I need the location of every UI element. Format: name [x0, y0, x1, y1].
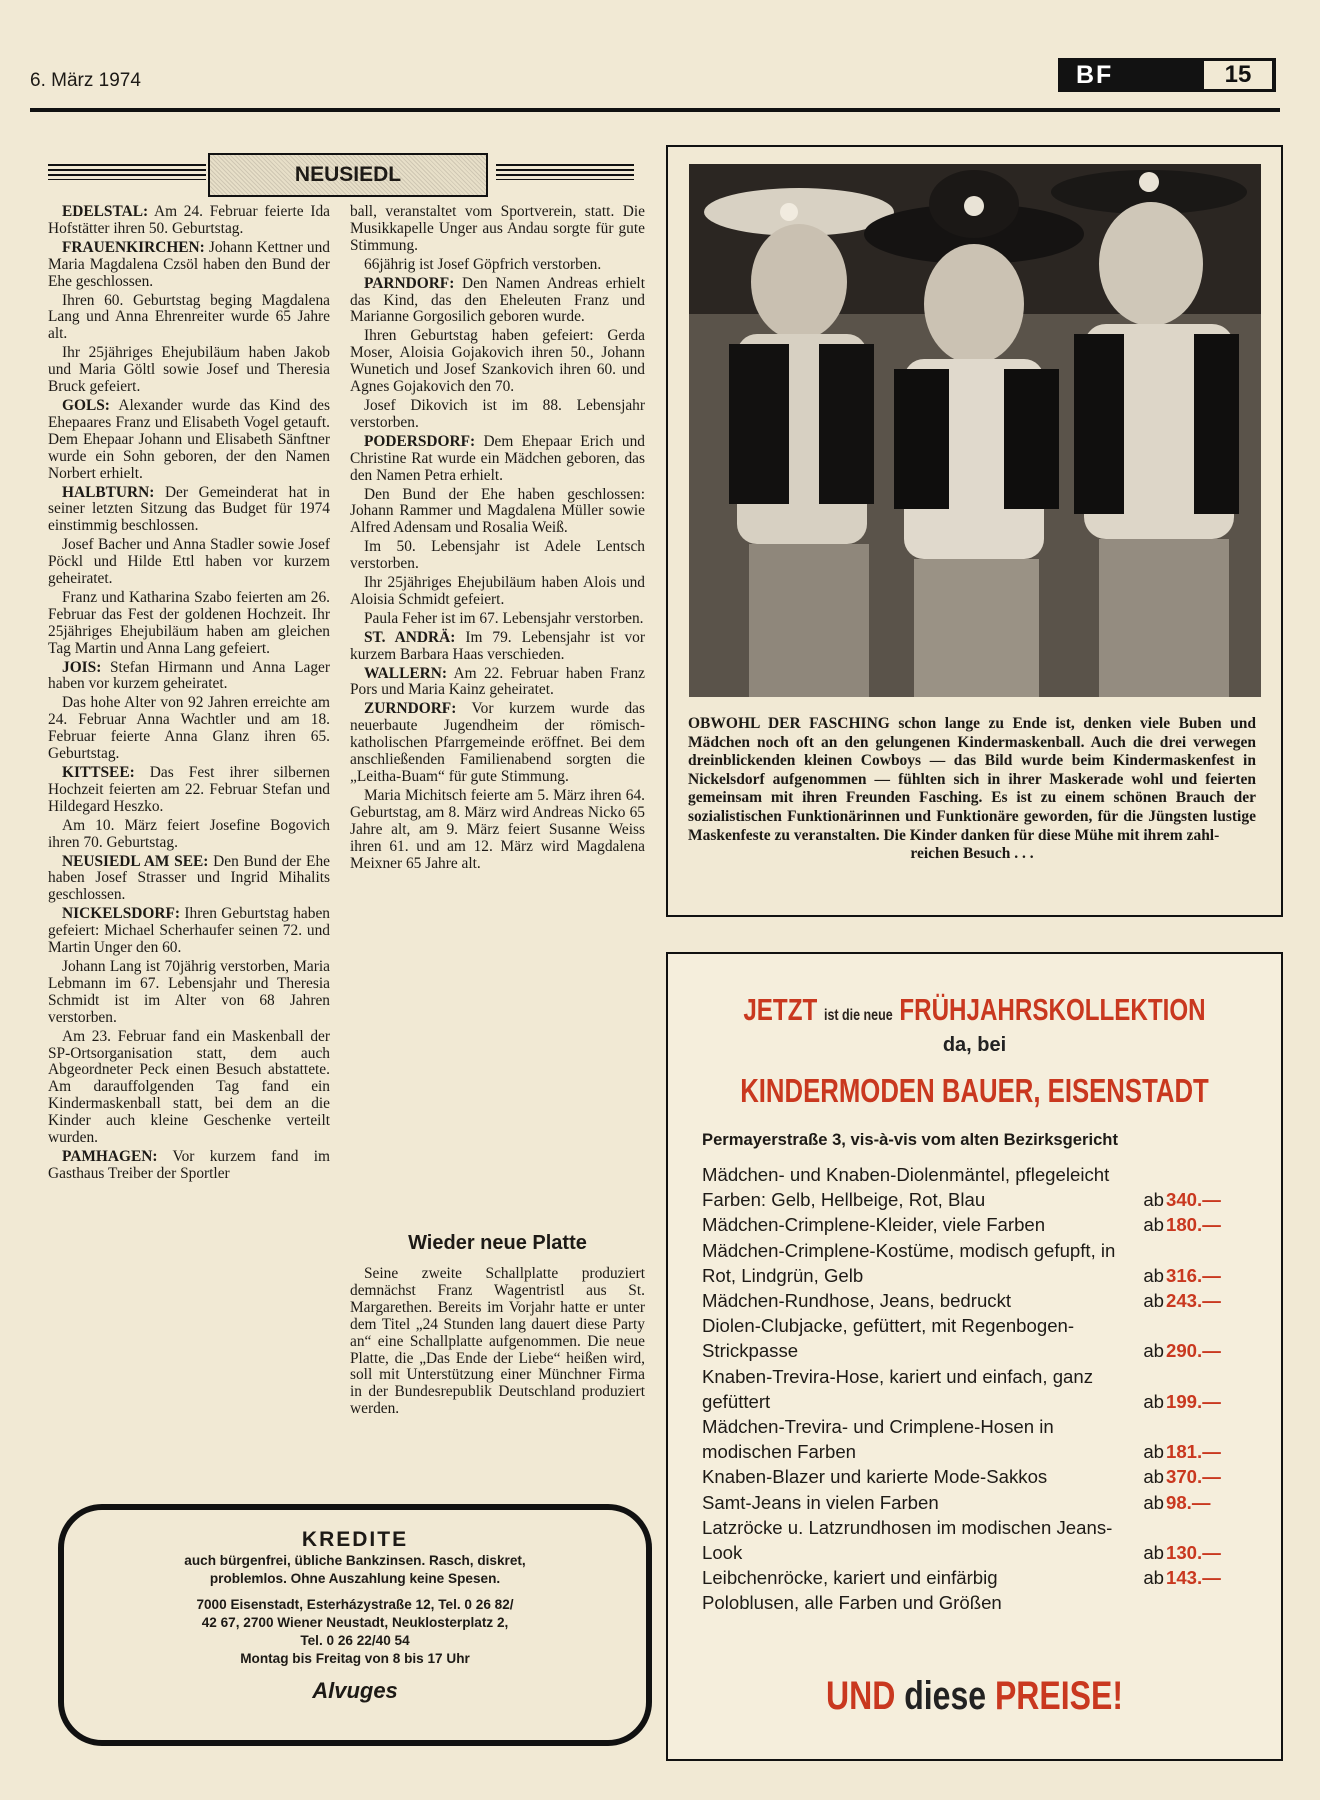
price-list-item — [702, 1364, 1256, 1414]
paragraph-text: Am 24. Februar feierte Ida Hofstätter ihren 50. Geburtstag. — [48, 203, 330, 237]
news-paragraph — [350, 575, 645, 609]
paragraph-text: Dem Ehepaar Erich und Christine Rat wurde ein Mädchen geboren, das den Namen Petra erhielt. — [350, 432, 645, 484]
place-name: WALLERN: — [364, 664, 447, 682]
item-price: 340.— — [1166, 1189, 1221, 1211]
news-paragraph — [350, 611, 645, 628]
ad-headline — [735, 992, 1213, 1028]
star-badge-icon — [780, 203, 798, 221]
place-name: PAMHAGEN: — [62, 1147, 158, 1165]
news-paragraph — [48, 293, 330, 344]
credit-ad-line: auch bürgenfrei, übliche Bankzinsen. Rasch, diskret, — [184, 1553, 526, 1568]
place-name: EDELSTAL: — [62, 203, 149, 220]
item-description: Mädchen- und Knaben-Diolenmäntel, pflegeleicht — [702, 1164, 1110, 1185]
place-name: FRAUENKIRCHEN: — [62, 238, 205, 256]
paragraph-text: Vor kurzem fand im Gasthaus Treiber der Sportler — [48, 1147, 330, 1182]
news-paragraph — [350, 701, 645, 786]
place-name: JOIS: — [62, 658, 102, 676]
star-badge-icon — [1139, 172, 1159, 192]
paragraph-text: Im 50. Lebensjahr ist Adele Lentsch verstorben. — [350, 538, 645, 573]
paragraph-text: Franz und Katharina Szabo feierten am 26. Februar das Fest der goldenen Hochzeit. Ihr 25jähriges Ehejubiläum haben am gleichen Tag Martin und Anna Lang gefeiert. — [48, 588, 330, 657]
news-paragraph — [350, 666, 645, 700]
paragraph-text: ball, veranstaltet vom Sportverein, statt. Die Musikkapelle Unger aus Andau sorgte für gute Stimmung. — [350, 203, 645, 254]
news-paragraph — [48, 1149, 330, 1183]
newspaper-logo — [1058, 58, 1276, 92]
ad-footer-and: UND — [825, 1674, 896, 1718]
item-description: Samt-Jeans in vielen Farben — [702, 1491, 939, 1513]
news-paragraph — [350, 276, 645, 327]
item-price: 130.— — [1166, 1542, 1221, 1564]
item-from-label: ab — [1143, 1542, 1164, 1564]
news-paragraph — [48, 590, 330, 658]
credit-ad-line: 7000 Eisenstadt, Esterházystraße 12, Tel. 0 26 82/ — [196, 1597, 514, 1612]
caption-last-line: reichen Besuch . . . — [910, 845, 1034, 863]
paragraph-text: Johann Kettner und Maria Magdalena Czsöl haben den Bund der Ehe geschlossen. — [48, 238, 330, 290]
ad-footer — [729, 1674, 1219, 1719]
item-from-label: ab — [1143, 1390, 1164, 1412]
item-price: 199.— — [1166, 1390, 1221, 1412]
item-from-label: ab — [1143, 1567, 1164, 1589]
ad-subhead: da, bei — [942, 1034, 1007, 1056]
credit-advertisement — [58, 1504, 652, 1746]
news-paragraph — [350, 788, 645, 873]
place-name: NICKELSDORF: — [62, 905, 181, 923]
paragraph-text: Am 23. Februar fand ein Maskenball der SP-Ortsorganisation statt, dem auch Abgeordneter Peck einen Besuch abstattete. Am darauffolgenden Tag fand ein Kindermaskenball statt, bei dem an die Kinder auch kleine Geschenke verteilt wurden. — [48, 1027, 330, 1147]
price-list-item — [702, 1590, 1256, 1615]
item-description: Diolen-Clubjacke, gefüttert, mit Regenbogen-Strickpasse — [702, 1315, 1075, 1362]
credit-ad-lines — [64, 1552, 646, 1668]
item-from-label: ab — [1143, 1264, 1164, 1286]
paragraph-text: Stefan Hirmann und Anna Lager haben vor kurzem geheiratet. — [48, 658, 330, 693]
news-paragraph — [48, 345, 330, 396]
news-paragraph — [350, 204, 645, 255]
credit-ad-title: KREDITE — [301, 1528, 409, 1551]
item-from-label: ab — [1143, 1340, 1164, 1362]
paragraph-text: 66jährig ist Josef Göpfrich verstorben. — [364, 255, 602, 273]
place-name: GOLS: — [62, 396, 110, 414]
page-number: 15 — [1204, 61, 1272, 89]
news-paragraph — [48, 537, 330, 588]
item-from-label: ab — [1143, 1214, 1164, 1236]
header-rule — [30, 108, 1280, 112]
item-description: Knaben-Blazer und karierte Mode-Sakkos — [702, 1466, 1048, 1488]
ad-headline-now: JETZT — [743, 992, 818, 1027]
news-paragraph — [350, 487, 645, 538]
news-paragraph — [48, 818, 330, 852]
paragraph-text: Am 10. März feiert Josefine Bogovich ihren 70. Geburtstag. — [48, 816, 330, 851]
paragraph-text: Das Fest ihrer silbernen Hochzeit feierten am 22. Februar Stefan und Hildegard Heszko. — [48, 764, 330, 815]
paragraph-text: Das hohe Alter von 92 Jahren erreichte am 24. Februar Anna Wachtler und am 18. Februar feierte Anna Glanz ihren 65. Geburtstag. — [48, 694, 330, 763]
cowboys-photo — [689, 164, 1261, 697]
news-paragraph — [350, 434, 645, 485]
paragraph-text: Der Gemeinderat hat in seiner letzten Sitzung das Budget für 1974 einstimmig beschlossen. — [48, 483, 330, 535]
news-paragraph — [48, 398, 330, 483]
item-from-label: ab — [1143, 1441, 1164, 1463]
article-body — [350, 1266, 645, 1420]
paragraph-text: Vor kurzem wurde das neuerbaute Jugendheim der römisch-katholischen Pfarrgemeinde eröffnet. Bei dem anschließenden Familienabend sorgten die „Leitha-Buam“ für gute Stimmung. — [350, 700, 645, 785]
paragraph-text: Am 22. Februar haben Franz Pors und Maria Kainz geheiratet. — [350, 664, 646, 699]
news-paragraph — [48, 1029, 330, 1147]
ad-footer-prices: PREISE! — [994, 1674, 1123, 1718]
paragraph-text: Josef Bacher und Anna Stadler sowie Josef Pöckl und Hilde Ettl haben vor kurzem geheiratet. — [48, 536, 330, 588]
news-paragraph — [48, 695, 330, 763]
news-paragraph — [48, 765, 330, 816]
news-paragraph — [48, 854, 330, 905]
price-list-item — [702, 1313, 1256, 1363]
place-name: NEUSIEDL AM SEE: — [62, 852, 209, 870]
news-paragraph — [350, 257, 645, 274]
paragraph-text: Den Bund der Ehe haben Josef Strasser und Ingrid Mihalits geschlossen. — [48, 852, 330, 904]
section-stripes-right — [496, 164, 634, 180]
ad-address: Permayerstraße 3, vis-à-vis vom alten Bezirksgericht — [702, 1130, 1118, 1149]
news-paragraph — [350, 630, 645, 664]
paragraph-text: Den Bund der Ehe haben geschlossen: Johann Rammer und Magdalena Müller sowie Alfred Adensam und Rosalia Weiß. — [350, 485, 645, 537]
item-from-label: ab — [1143, 1189, 1164, 1211]
item-description: Mädchen-Rundhose, Jeans, bedruckt — [702, 1290, 1012, 1312]
paragraph-text: Den Namen Andreas erhielt das Kind, das den Eheleuten Franz und Marianne Gorgosilich geboren wurde. — [350, 274, 645, 326]
item-price: 143.— — [1166, 1567, 1221, 1589]
section-title: NEUSIEDL — [208, 153, 488, 197]
place-name: PODERSDORF: — [364, 432, 476, 450]
news-paragraph — [350, 398, 645, 432]
item-description: Poloblusen, alle Farben und Größen — [702, 1592, 1002, 1614]
item-price: 370.— — [1166, 1466, 1221, 1488]
credit-ad-line: Montag bis Freitag von 8 bis 17 Uhr — [240, 1651, 470, 1666]
credit-ad-line: problemlos. Ohne Auszahlung keine Spesen. — [209, 1571, 501, 1586]
item-description: Mädchen-Crimplene-Kostüme, modisch gefupft, in Rot, Lindgrün, Gelb — [702, 1239, 1116, 1286]
article-text: Seine zweite Schallplatte produziert demnächst Franz Wagentristl aus St. Margarethen. Bereits im Vorjahr hatte er unter dem Titel „24 Stunden lang dauert diese Party an“ eine Schallplatte aufgenommen. Die neue Platte, die „Das Ende der Liebe“ heißen wird, soll mit Unterstützung einer Münchner Firma in der Bundesrepublik Deutschland produziert werden. — [350, 1265, 645, 1418]
item-price: 180.— — [1166, 1214, 1221, 1236]
item-price: 243.— — [1166, 1290, 1221, 1312]
price-list-item — [702, 1464, 1256, 1489]
price-list-item — [702, 1238, 1256, 1288]
paragraph-text: Alexander wurde das Kind des Ehepaares Franz und Elisabeth Vogel getauft. Dem Ehepaar Johann und Elisabeth Sänftner wurde ein Sohn geboren, der den Namen Norbert erhielt. — [48, 396, 330, 482]
place-name: ZURNDORF: — [364, 700, 457, 718]
item-from-label: ab — [1143, 1290, 1164, 1312]
paragraph-text: Ihr 25jähriges Ehejubiläum haben Alois und Aloisia Schmidt gefeiert. — [350, 574, 645, 608]
item-description: Knaben-Trevira-Hose, kariert und einfach, ganz gefüttert — [702, 1365, 1094, 1412]
item-from-label: ab — [1143, 1491, 1164, 1513]
paragraph-text: Ihren Geburtstag haben gefeiert: Michael Scherhaufer seinen 72. und Martin Unger den 60. — [48, 905, 330, 957]
item-description: Latzröcke u. Latzrundhosen im modischen Jeans-Look — [702, 1516, 1113, 1564]
paragraph-text: Johann Lang ist 70jährig verstorben, Maria Lebmann im 67. Lebensjahr und Theresia Schmidt ist im Alter von 68 Jahren verstorben. — [48, 957, 330, 1026]
ad-price-list — [702, 1162, 1256, 1616]
issue-date: 6. März 1974 — [30, 70, 141, 91]
item-price: 290.— — [1166, 1340, 1221, 1362]
item-description: Mädchen-Trevira- und Crimplene-Hosen in modischen Farben — [702, 1416, 1054, 1463]
photo-caption — [688, 715, 1256, 864]
news-paragraph — [350, 539, 645, 573]
price-list-item — [702, 1212, 1256, 1237]
logo-text: BF — [1076, 61, 1114, 89]
section-stripes-left — [48, 164, 206, 180]
caption-text: schon lange zu Ende ist, denken viele Buben und Mädchen noch oft an den gelungenen Kindermaskenball. Auch die drei verwegen dreinblickenden kleinen Cowboys — das Bild wurde beim Kindermaskenfest in Nickelsdorf aufgenommen — fühlten sich in ihrer Maskerade wohl und feierten gemeinsam mit ihren Freunden Fasching. Es ist zu einem schönen Brauch der sozialistischen Funktionärinnen und Funktionäre geworden, für die Jüngsten lustige Maskenfeste zu veranstalten. Die Kinder danken für diese Mühe mit ihrem zahl- — [688, 715, 1256, 844]
news-paragraph — [48, 485, 330, 536]
caption-lead: OBWOHL DER FASCHING — [688, 715, 890, 732]
fashion-advertisement — [666, 952, 1283, 1761]
place-name: KITTSEE: — [62, 764, 135, 781]
price-list-item — [702, 1162, 1256, 1187]
item-description: Leibchenröcke, kariert und einfärbig — [702, 1567, 998, 1589]
item-price: 98.— — [1166, 1491, 1211, 1513]
news-column-1 — [48, 204, 330, 1185]
price-list-item — [702, 1187, 1256, 1212]
paragraph-text: Ihren 60. Geburtstag beging Magdalena Lang und Anna Ehrenreiter wurde 65 Jahre alt. — [48, 291, 330, 343]
ad-headline-mid: ist die neue — [823, 1007, 893, 1024]
item-price: 316.— — [1166, 1264, 1221, 1286]
news-paragraph — [350, 328, 645, 396]
news-paragraph — [48, 959, 330, 1027]
place-name: ST. ANDRÄ: — [364, 628, 456, 646]
price-list-item — [702, 1288, 1256, 1313]
news-column-2 — [350, 204, 645, 874]
news-paragraph — [48, 240, 330, 291]
article-title: Wieder neue Platte — [408, 1232, 587, 1254]
item-description: Farben: Gelb, Hellbeige, Rot, Blau — [702, 1189, 986, 1211]
place-name: PARNDORF: — [364, 274, 455, 292]
news-paragraph — [48, 906, 330, 957]
price-list-item — [702, 1490, 1256, 1515]
news-paragraph — [48, 660, 330, 694]
item-price: 181.— — [1166, 1441, 1221, 1463]
paragraph-text: Paula Feher ist im 67. Lebensjahr verstorben. — [364, 609, 644, 627]
credit-ad-line: Tel. 0 26 22/40 54 — [300, 1633, 410, 1648]
price-list-item — [702, 1414, 1256, 1464]
place-name: HALBTURN: — [62, 483, 155, 501]
price-list-item — [702, 1515, 1256, 1565]
item-from-label: ab — [1143, 1466, 1164, 1488]
item-description: Mädchen-Crimplene-Kleider, viele Farben — [702, 1214, 1046, 1236]
paragraph-text: Ihr 25jähriges Ehejubiläum haben Jakob und Maria Göltl sowie Josef und Theresia Bruck gefeiert. — [48, 344, 330, 396]
ad-headline-collection: FRÜHJAHRSKOLLEKTION — [899, 992, 1206, 1027]
credit-ad-signature: Alvuges — [312, 1678, 398, 1703]
credit-ad-line: 42 67, 2700 Wiener Neustadt, Neuklosterplatz 2, — [201, 1615, 509, 1630]
price-list-item — [702, 1565, 1256, 1590]
ad-footer-these: diese — [904, 1674, 987, 1718]
star-badge-icon — [964, 196, 984, 216]
ad-shop-name: KINDERMODEN BAUER, EISENSTADT — [740, 1072, 1209, 1109]
paragraph-text: Maria Michitsch feierte am 5. März ihren 64. Geburtstag, am 8. März wird Andreas Nicko 65 Jahre alt, am 9. März feiert Susanne Weiss ihren 61. und am 12. März wird Magdalena Meixner 65 Jahre alt. — [350, 786, 645, 872]
paragraph-text: Josef Dikovich ist im 88. Lebensjahr verstorben. — [350, 396, 645, 431]
paragraph-text: Ihren Geburtstag haben gefeiert: Gerda Moser, Aloisia Gojakovich ihren 50., Johann Wunetich und Josef Szankovich ihren 60. und Agnes Gojakovich den 70. — [350, 327, 645, 396]
news-paragraph — [48, 204, 330, 238]
paragraph-text: Im 79. Lebensjahr ist vor kurzem Barbara Haas verschieden. — [350, 628, 645, 663]
